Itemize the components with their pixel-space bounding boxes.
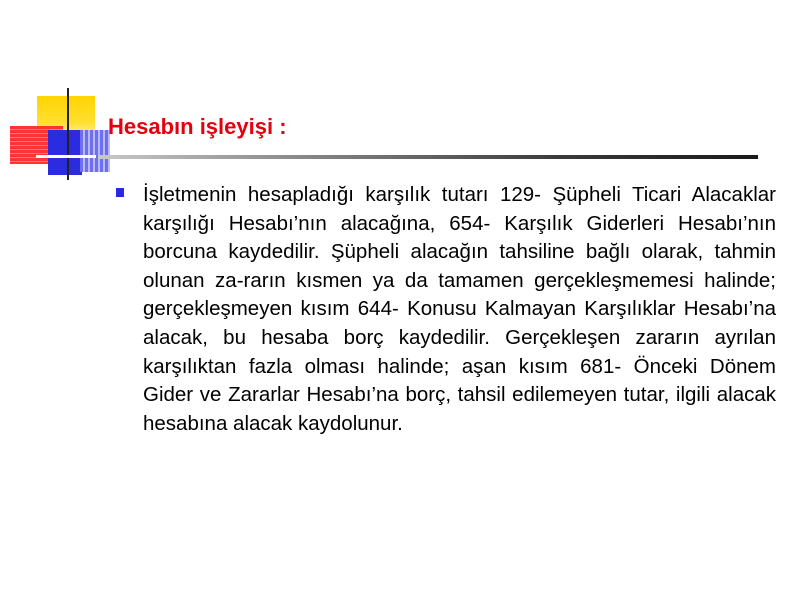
slide-title: Hesabın işleyişi : — [108, 114, 287, 139]
blue-square — [48, 130, 82, 175]
title-underline — [98, 155, 758, 159]
light-blue-square — [80, 130, 110, 172]
vertical-line — [67, 88, 69, 180]
square-bullet-icon — [116, 188, 124, 197]
bullet-text: İşletmenin hesapladığı karşılık tutarı 129- Şüpheli Ticari Alacaklar karşılığı Hesabı’nın alacağına, 654- Karşılık Giderleri Hesabı’nın borcuna kaydedilir. Şüpheli alacağın tahsiline bağlı olarak, tahmin olunan za-rarın kısmen ya da tamamen gerçekleşmemesi halinde; gerçekleşmeyen kısım 644- Konusu Kalmayan Karşılıklar Hesabı’na alacak, bu hesaba borç kaydedilir. Gerçekleşen zararın ayrılan karşılıktan fazla olması halinde; aşan kısım 681- Önceki Dönem Gider ve Zararlar Hesabı’na borç, tahsil edilemeyen tutar, ilgili alacak hesabına alacak kaydolunur. — [143, 183, 776, 435]
bullet-list — [116, 181, 776, 438]
bullet-item — [116, 181, 776, 438]
decorative-squares-logo — [0, 0, 120, 190]
white-line — [36, 155, 96, 158]
